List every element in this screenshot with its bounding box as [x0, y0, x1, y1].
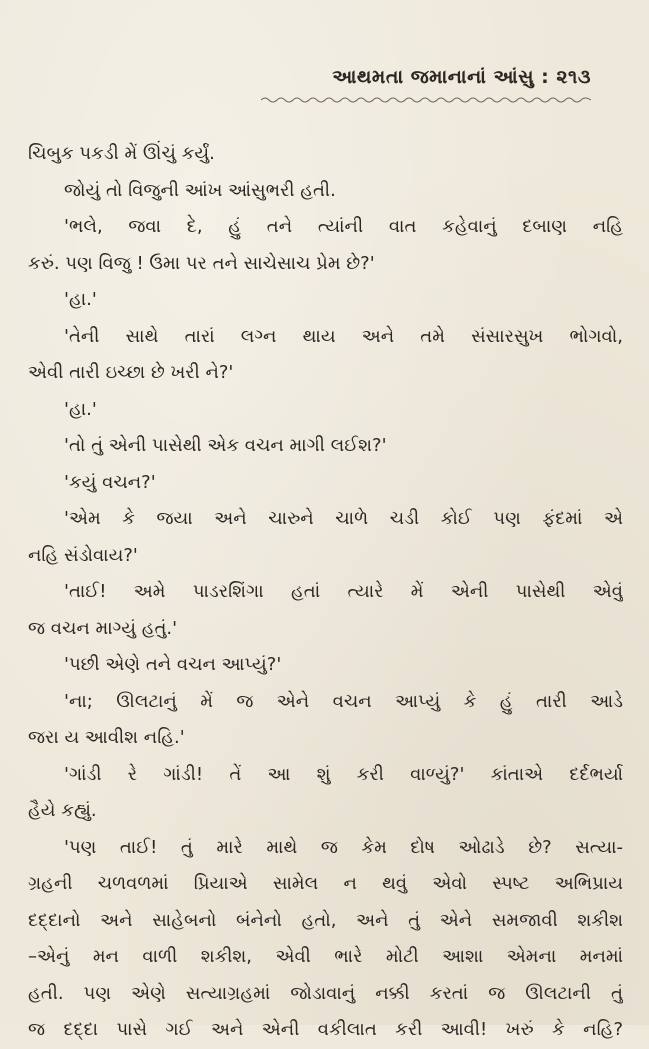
header-wavy-rule: [261, 96, 591, 104]
text-line: એવી તારી ઇચ્છા છે ખરી ને?': [28, 362, 234, 383]
text-line: 'તાઈ! અમે પાડરશિંગા હતાં ત્યારે મેં એની પાસેથી એવું: [64, 581, 623, 602]
text-line: જરા ય આવીશ નહિ.': [28, 727, 185, 748]
text-line: 'ગાંડી રે ગાંડી! તેં આ શું કરી વાળ્યું?' કાંતાએ દર્દભર્યા: [64, 763, 623, 785]
text-line: કરું. પણ વિજુ ! ઉમા પર તને સાચેસાચ પ્રેમ છે?': [28, 252, 375, 274]
text-line: 'પછી એણે તને વચન આપ્યું?': [64, 654, 282, 675]
text-line: 'ભલે, જવા દે, હું તને ત્યાંની વાત કહેવાનું દબાણ નહિ: [64, 216, 623, 237]
text-line: 'હા.': [64, 398, 97, 420]
text-line: 'હા.': [64, 289, 97, 310]
text-line: ગ્રહની ચળવળમાં પ્રિયાએ સામેલ ન થવું એવો સ્પષ્ટ અભિપ્રાય: [28, 873, 623, 894]
text-line: જોયું તો વિજુની આંખ આંસુભરી હતી.: [64, 179, 336, 201]
text-line: 'કયું વચન?': [64, 471, 156, 493]
text-line: હૈયે કહ્યું.: [28, 800, 97, 821]
text-line: 'તો તું એની પાસેથી એક વચન માગી લઈશ?': [64, 435, 387, 456]
text-line: ચિબુક પકડી મેં ઊંચું કર્યું.: [28, 143, 215, 164]
text-line: જ વચન માગ્યું હતું.': [28, 617, 178, 639]
text-line: 'ના; ઊલટાનું મેં જ એને વચન આપ્યું કે હું તારી આડે: [64, 690, 623, 712]
text-line: નહિ સંડોવાય?': [28, 544, 138, 566]
body-text: [28, 136, 623, 1049]
text-line: 'પણ તાઈ! તું મારે માથે જ કેમ દોષ ઓઢાડે છે? સત્યા-: [64, 836, 623, 858]
text-line: દદ્દાનો અને સાહેબનો બંનેનો હતો, અને તું એને સમજાવી શકીશ: [28, 909, 623, 931]
text-line: –એનું મન વાળી શકીશ, એવી ભારે મોટી આશા એમના મનમાં: [28, 946, 623, 967]
text-line: જ દદ્દા પાસે ગઈ અને એની વકીલાત કરી આવી! ખરું કે નહિ?: [28, 1019, 623, 1040]
running-header: આથમતા જમાનાનાં આંસુ : ૨૧૩: [332, 66, 591, 88]
text-line: 'એમ કે જયા અને ચારુને ચાળે ચડી કોઈ પણ ફંદમાં એ: [64, 508, 623, 529]
text-line: હતી. પણ એણે સત્યાગ્રહમાં જોડાવાનું નક્કી કરતાં જ ઊલટાની તું: [28, 982, 623, 1004]
text-line: 'તેની સાથે તારાં લગ્ન થાય અને તમે સંસારસુખ ભોગવો,: [64, 325, 623, 347]
